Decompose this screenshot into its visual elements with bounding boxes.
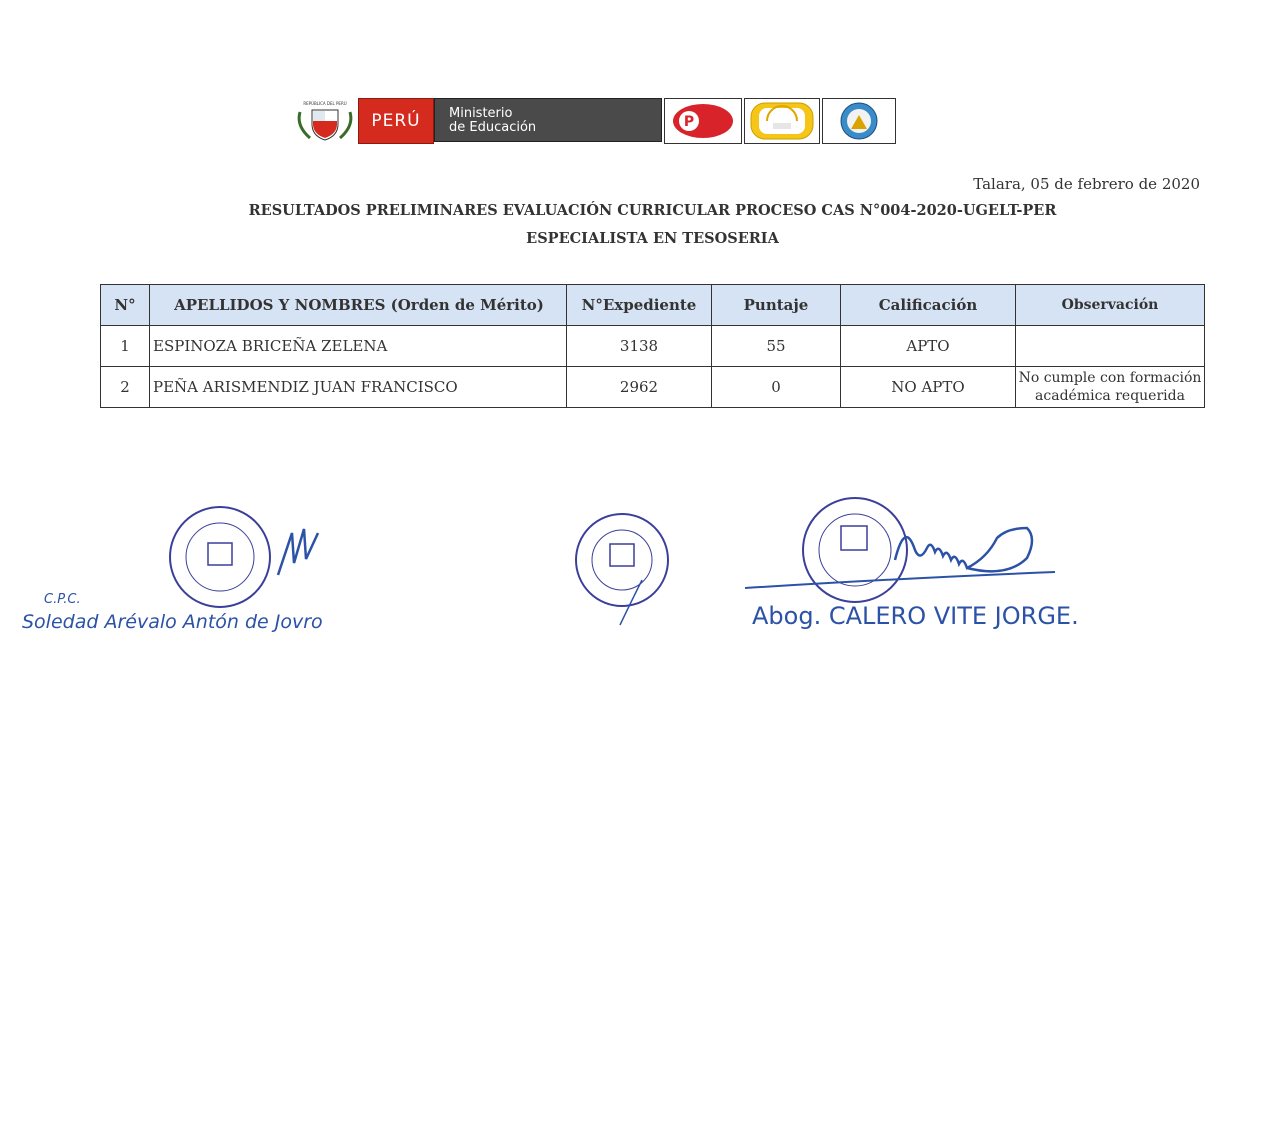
row-num: 1 [101,326,150,367]
table-row [101,326,1205,367]
left-official-stamp [160,505,340,615]
header-name: APELLIDOS Y NOMBRES (Orden de Mérito) [150,285,567,326]
row-puntaje: 55 [712,326,841,367]
row-calificacion: NO APTO [841,367,1016,408]
ministry-brand-box [434,98,662,142]
row-observacion: No cumple con formación académica requerida [1016,367,1205,408]
svg-text:REPÚBLICA DEL PERÚ: REPÚBLICA DEL PERÚ [303,101,347,106]
header-observacion: Observación [1016,285,1205,326]
peru-brand-box [358,98,434,144]
header-calificacion: Calificación [841,285,1016,326]
header-logos [294,98,896,144]
row-name: PEÑA ARISMENDIZ JUAN FRANCISCO [150,367,567,408]
table-row [101,367,1205,408]
row-expediente: 2962 [567,367,712,408]
header-num: N° [101,285,150,326]
regional-p-logo [664,98,742,144]
table-header-row [101,285,1205,326]
right-official-stamp [745,490,1065,610]
left-signer-title: C.P.C. [44,592,81,607]
ministry-line1: Ministerio [449,106,513,121]
row-expediente: 3138 [567,326,712,367]
svg-text:P: P [683,114,695,130]
document-subtitle: ESPECIALISTA EN TESOSERIA [526,230,779,247]
ugel-talara-logo [822,98,896,144]
document-date: Talara, 05 de febrero de 2020 [973,175,1200,193]
row-observacion [1016,326,1205,367]
right-signer-name: Abog. CALERO VITE JORGE. [752,602,1079,630]
national-shield-logo [294,98,356,144]
header-expediente: N°Expediente [567,285,712,326]
row-num: 2 [101,367,150,408]
row-calificacion: APTO [841,326,1016,367]
ministry-line2: de Educación [449,120,537,135]
sun-emblem-logo [744,98,820,144]
header-puntaje: Puntaje [712,285,841,326]
left-signer-name: Soledad Arévalo Antón de Jovro [22,611,323,633]
document-title: RESULTADOS PRELIMINARES EVALUACIÓN CURRICULAR PROCESO CAS N°004-2020-UGELT-PER [248,202,1057,219]
peru-label: PERÚ [371,111,421,131]
row-name: ESPINOZA BRICEÑA ZELENA [150,326,567,367]
row-puntaje: 0 [712,367,841,408]
results-table [100,284,1205,408]
center-official-stamp [572,510,672,630]
